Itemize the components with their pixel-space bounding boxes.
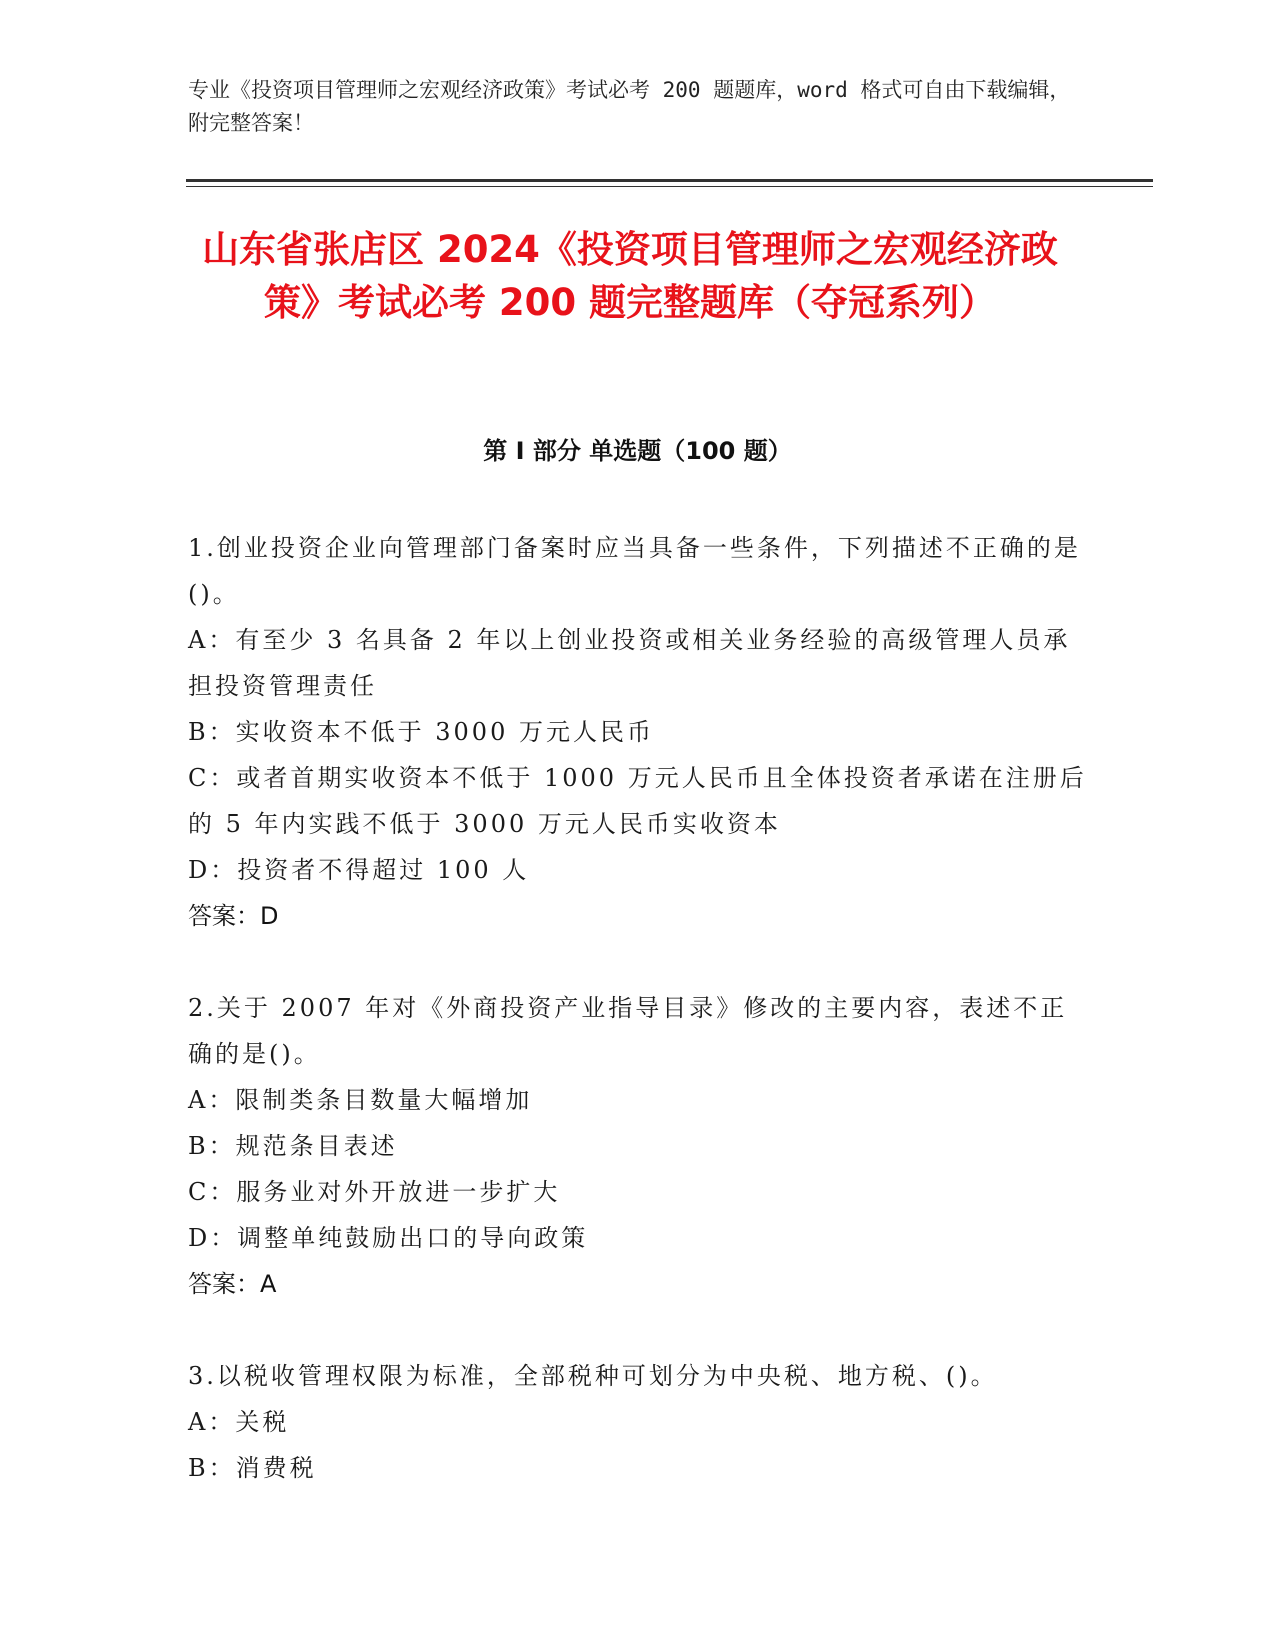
- option-d: D：投资者不得超过 100 人: [188, 856, 530, 884]
- option-b: B：消费税: [188, 1454, 317, 1482]
- option-c: C：或者首期实收资本不低于 1000 万元人民币且全体投资者承诺在注册后的 5 年内实践不低于 3000 万元人民币实收资本: [188, 764, 1087, 838]
- answer-line: 答案：A: [188, 1270, 277, 1298]
- header-rule-thick: [186, 179, 1153, 182]
- header-note: 专业《投资项目管理师之宏观经济政策》考试必考 200 题题库，word 格式可自由下载编辑，附完整答案！: [188, 78, 1071, 135]
- question-stem: 2.关于 2007 年对《外商投资产业指导目录》修改的主要内容，表述不正确的是()。: [188, 994, 1068, 1068]
- option-d: D：调整单纯鼓励出口的导向政策: [188, 1224, 589, 1252]
- option-b: B：规范条目表述: [188, 1132, 398, 1160]
- question-stem: 3.以税收管理权限为标准，全部税种可划分为中央税、地方税、()。: [188, 1362, 998, 1390]
- option-a: A：限制类条目数量大幅增加: [188, 1086, 533, 1114]
- question-stem: 1.创业投资企业向管理部门备案时应当具备一些条件，下列描述不正确的是()。: [188, 534, 1081, 608]
- option-b: B：实收资本不低于 3000 万元人民币: [188, 718, 654, 746]
- question-3: [188, 1353, 1088, 1491]
- document-title: 山东省张店区 2024《投资项目管理师之宏观经济政策》考试必考 200 题完整题库（夺冠系列）: [202, 228, 1058, 324]
- option-a: A：关税: [188, 1408, 290, 1436]
- header-rule-thin: [186, 186, 1153, 187]
- question-1: [188, 525, 1088, 939]
- answer-line: 答案：D: [188, 902, 279, 930]
- option-a: A：有至少 3 名具备 2 年以上创业投资或相关业务经验的高级管理人员承担投资管理责任: [188, 626, 1071, 700]
- section-title: 第 I 部分 单选题（100 题）: [483, 437, 792, 465]
- question-list: [188, 525, 1088, 1537]
- question-2: [188, 985, 1088, 1307]
- option-c: C：服务业对外开放进一步扩大: [188, 1178, 561, 1206]
